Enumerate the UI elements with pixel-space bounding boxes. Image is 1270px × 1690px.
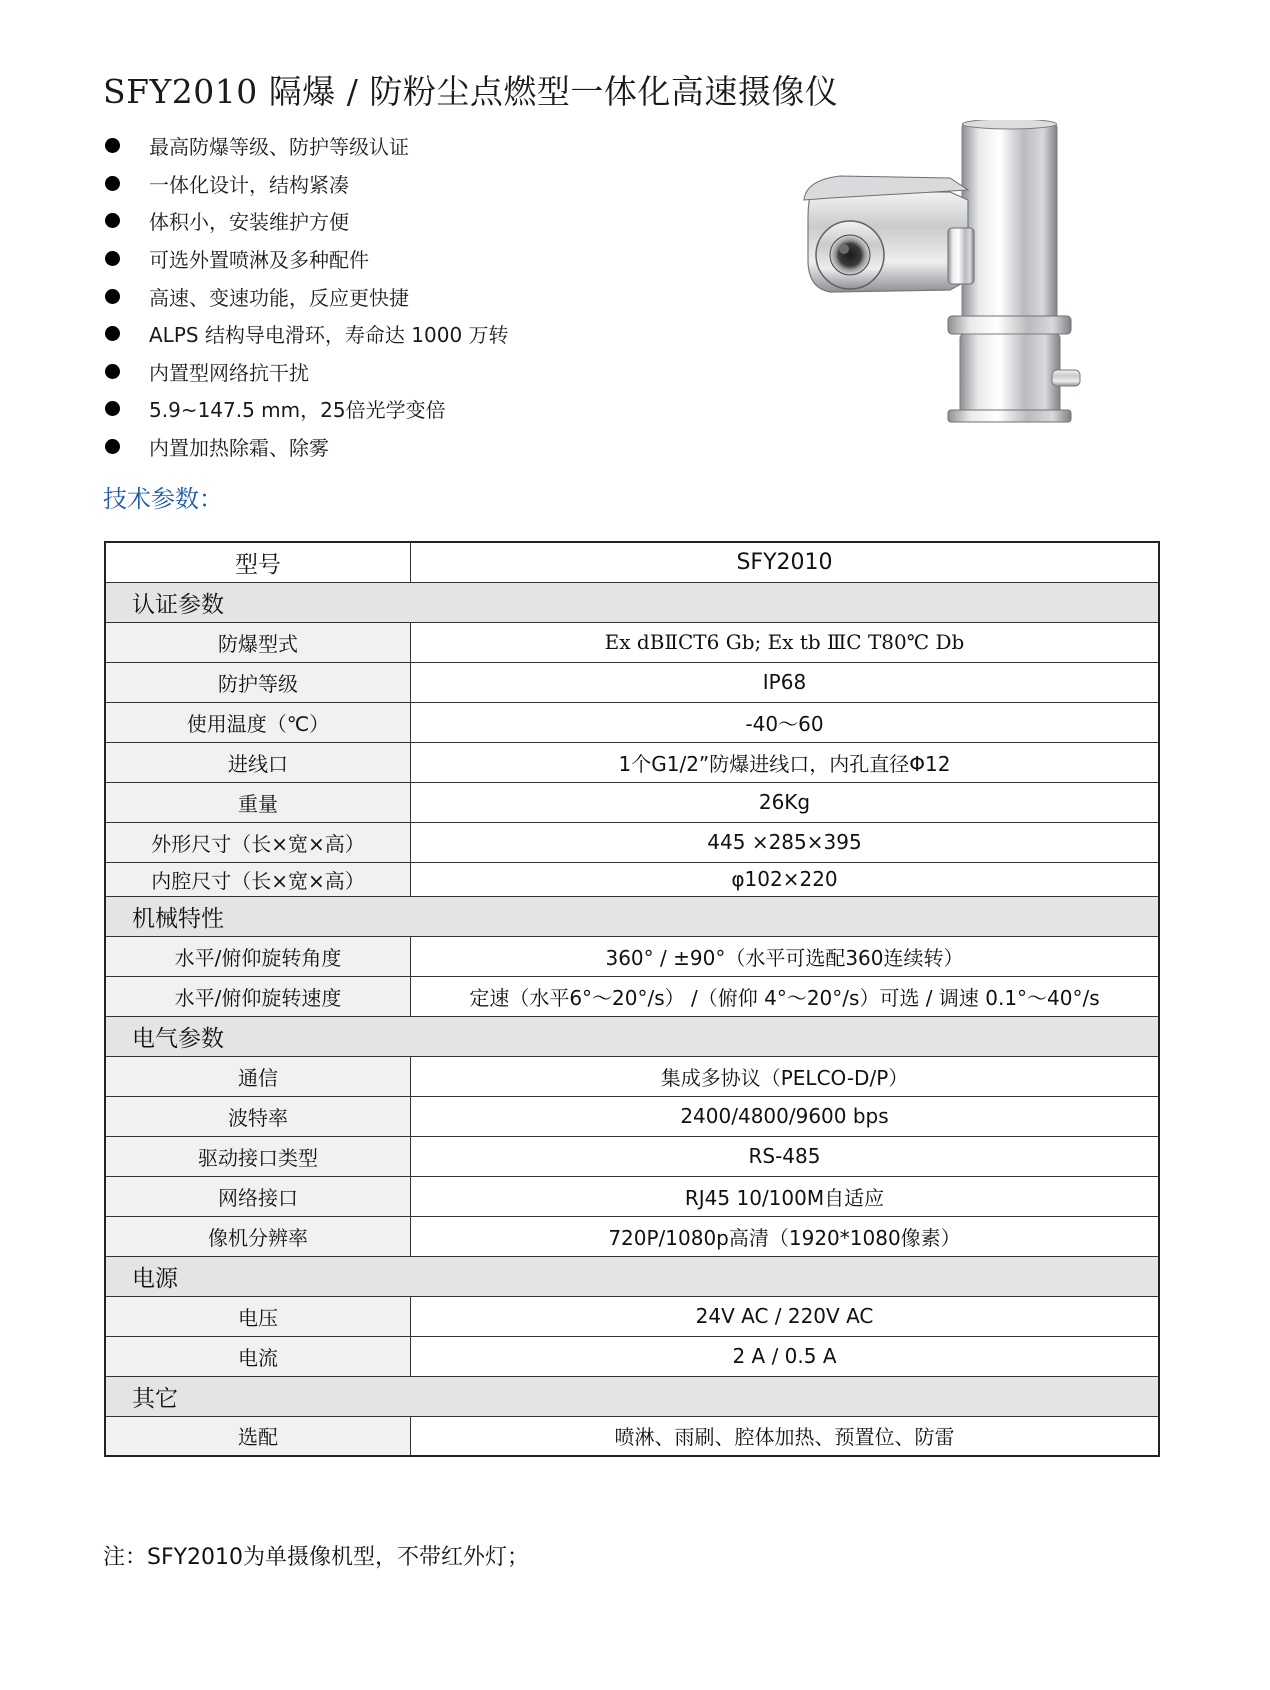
row-value: 2 A / 0.5 A: [411, 1336, 1160, 1376]
row-value: 24V AC / 220V AC: [411, 1296, 1160, 1336]
feature-text: 可选外置喷淋及多种配件: [149, 248, 369, 273]
section-title: 其它: [105, 1376, 1159, 1416]
table-row: [105, 822, 1159, 862]
section-row: [105, 582, 1159, 622]
bullet-icon: [105, 401, 120, 416]
table-row: [105, 742, 1159, 782]
feature-text: ALPS 结构导电滑环，寿命达 1000 万转: [149, 323, 509, 348]
feature-list: [103, 127, 509, 465]
section-row: [105, 1016, 1159, 1056]
spec-table: [104, 541, 1160, 1457]
table-row: [105, 1336, 1159, 1376]
table-row: [105, 936, 1159, 976]
list-item: [103, 428, 509, 466]
feature-text: 体积小，安装维护方便: [149, 210, 349, 235]
row-value: φ102×220: [411, 862, 1160, 896]
section-title: 电气参数: [105, 1016, 1159, 1056]
bullet-icon: [105, 439, 120, 454]
table-row: [105, 1136, 1159, 1176]
table-row: [105, 662, 1159, 702]
table-header-row: [105, 542, 1159, 582]
row-label: 外形尺寸（长×宽×高）: [105, 822, 411, 862]
list-item: [103, 165, 509, 203]
bullet-icon: [105, 251, 120, 266]
camera-product-image: [800, 120, 1150, 455]
row-value: 2400/4800/9600 bps: [411, 1096, 1160, 1136]
row-label: 网络接口: [105, 1176, 411, 1216]
row-value: -40～60: [411, 702, 1160, 742]
footnote: 注：SFY2010为单摄像机型，不带红外灯；: [103, 1545, 530, 1570]
row-value: 720P/1080p高清（1920*1080像素）: [411, 1216, 1160, 1256]
bullet-icon: [105, 364, 120, 379]
section-title: 认证参数: [105, 582, 1159, 622]
row-value: 定速（水平6°～20°/s） /（俯仰 4°～20°/s）可选 / 调速 0.1°～40°/s: [411, 976, 1160, 1016]
table-row: [105, 976, 1159, 1016]
spec-heading: 技术参数：: [103, 485, 223, 513]
list-item: [103, 202, 509, 240]
table-row: [105, 1176, 1159, 1216]
bullet-icon: [105, 213, 120, 228]
row-label: 重量: [105, 782, 411, 822]
bullet-icon: [105, 138, 120, 153]
section-title: 机械特性: [105, 896, 1159, 936]
page-title: SFY2010 隔爆 / 防粉尘点燃型一体化高速摄像仪: [103, 72, 839, 111]
feature-text: 5.9~147.5 mm，25倍光学变倍: [149, 398, 446, 423]
list-item: [103, 315, 509, 353]
feature-text: 内置型网络抗干扰: [149, 360, 309, 385]
bullet-icon: [105, 176, 120, 191]
table-row: [105, 1216, 1159, 1256]
list-item: [103, 353, 509, 391]
row-label: 进线口: [105, 742, 411, 782]
row-label: 使用温度（℃）: [105, 702, 411, 742]
row-label: 像机分辨率: [105, 1216, 411, 1256]
table-row: [105, 1416, 1159, 1456]
row-value: RJ45 10/100M自适应: [411, 1176, 1160, 1216]
row-value: 445 ×285×395: [411, 822, 1160, 862]
row-value: RS-485: [411, 1136, 1160, 1176]
row-label: 选配: [105, 1416, 411, 1456]
feature-text: 最高防爆等级、防护等级认证: [149, 135, 409, 160]
row-value: Ex dBⅡCT6 Gb; Ex tb ⅢC T80℃ Db: [411, 622, 1160, 662]
row-label: 水平/俯仰旋转速度: [105, 976, 411, 1016]
list-item: [103, 390, 509, 428]
section-row: [105, 1376, 1159, 1416]
row-label: 电压: [105, 1296, 411, 1336]
row-label: 通信: [105, 1056, 411, 1096]
feature-text: 一体化设计，结构紧凑: [149, 172, 349, 197]
row-value: 集成多协议（PELCO-D/P）: [411, 1056, 1160, 1096]
model-label: 型号: [105, 542, 411, 582]
table-row: [105, 1056, 1159, 1096]
row-value: 26Kg: [411, 782, 1160, 822]
row-label: 防爆型式: [105, 622, 411, 662]
row-label: 水平/俯仰旋转角度: [105, 936, 411, 976]
table-row: [105, 702, 1159, 742]
list-item: [103, 127, 509, 165]
feature-text: 高速、变速功能，反应更快捷: [149, 285, 409, 310]
row-value: 360° / ±90°（水平可选配360连续转）: [411, 936, 1160, 976]
row-label: 电流: [105, 1336, 411, 1376]
row-value: 1个G1/2”防爆进线口，内孔直径Φ12: [411, 742, 1160, 782]
list-item: [103, 277, 509, 315]
row-label: 防护等级: [105, 662, 411, 702]
row-label: 驱动接口类型: [105, 1136, 411, 1176]
list-item: [103, 240, 509, 278]
bullet-icon: [105, 326, 120, 341]
table-row: [105, 1296, 1159, 1336]
row-label: 内腔尺寸（长×宽×高）: [105, 862, 411, 896]
model-value: SFY2010: [411, 542, 1160, 582]
row-value: 喷淋、雨刷、腔体加热、预置位、防雷: [411, 1416, 1160, 1456]
section-title: 电源: [105, 1256, 1159, 1296]
table-row: [105, 1096, 1159, 1136]
feature-text: 内置加热除霜、除雾: [149, 436, 329, 461]
section-row: [105, 896, 1159, 936]
table-row: [105, 622, 1159, 662]
bullet-icon: [105, 289, 120, 304]
table-row: [105, 782, 1159, 822]
section-row: [105, 1256, 1159, 1296]
table-row: [105, 862, 1159, 896]
row-label: 波特率: [105, 1096, 411, 1136]
row-value: IP68: [411, 662, 1160, 702]
